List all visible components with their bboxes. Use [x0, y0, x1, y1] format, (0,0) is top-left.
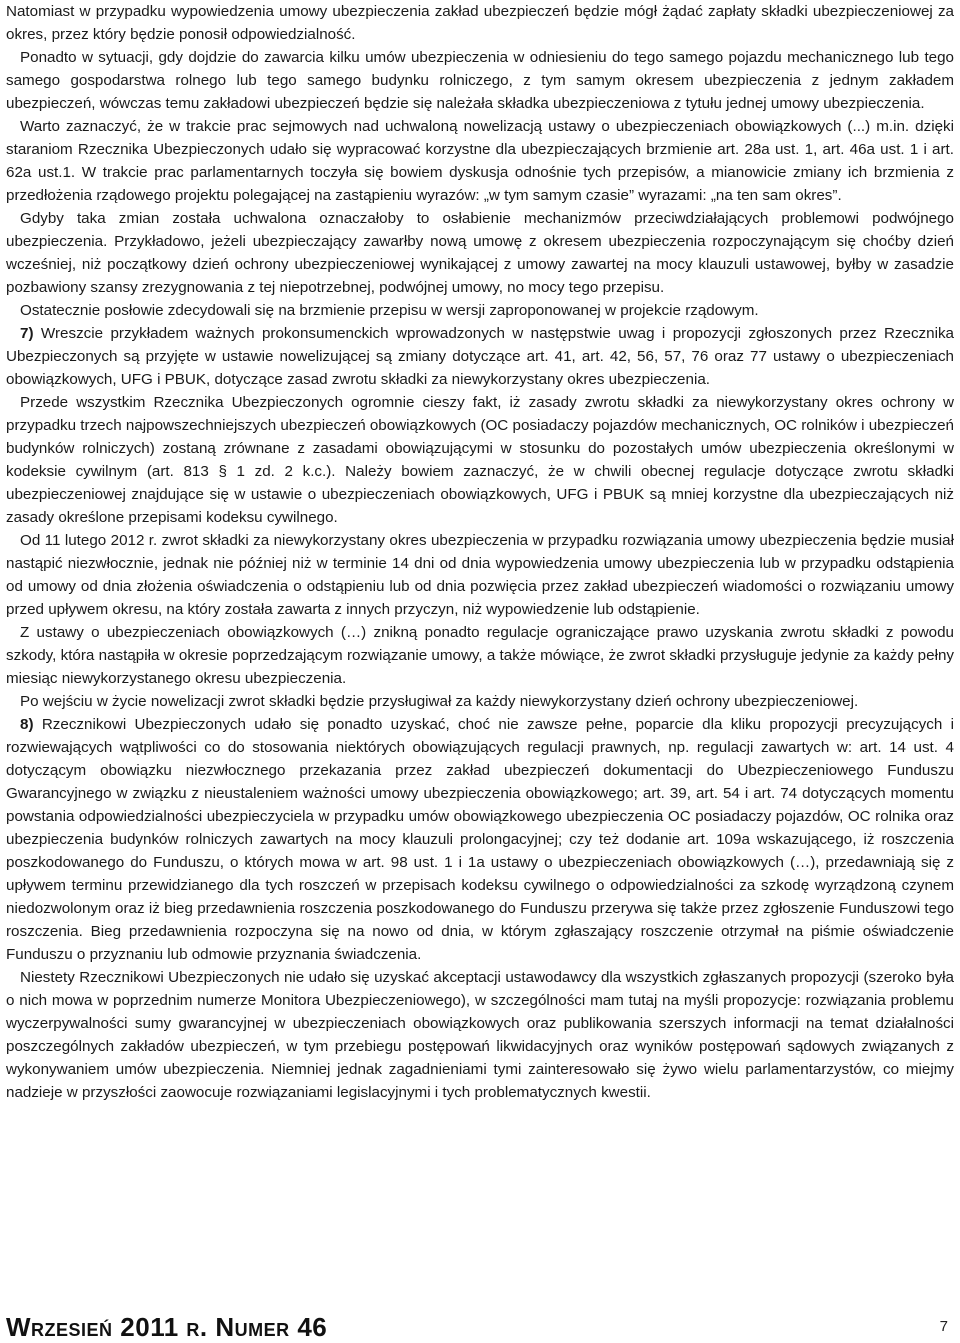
item-number: 7) — [20, 325, 34, 342]
paragraph — [6, 46, 954, 115]
page-number: 7 — [939, 1318, 948, 1335]
paragraph-text: Przede wszystkim Rzecznika Ubezpieczonych ogromnie cieszy fakt, iż zasady zwrotu składki za niewykorzystany okres ochrony w przypadku trzech najpowszechniejszych ubezpieczeń obowiązkowych (OC posiadaczy pojazdów mechanicznych, OC rolników i ubezpieczeń budynków rolniczych) zostaną zrównane z zasadami obowiązującymi w stosunku do pozostałych umów ubezpieczenia określonymi w kodeksie cywilnym (art. 813 § 1 zd. 2 k.c.). Należy bowiem zaznaczyć, że w chwili obecnej regulacje dotyczące zwrotu składki ubezpieczeniowej znajdujące się w ustawie o ubezpieczeniach obowiązkowych, UFG i PBUK są mniej korzystne dla ubezpieczających niż zasady określone przepisami kodeksu cywilnego. — [6, 394, 955, 526]
paragraph — [6, 713, 954, 966]
paragraph — [6, 0, 954, 46]
paragraph-text: Od 11 lutego 2012 r. zwrot składki za niewykorzystany okres ubezpieczenia w przypadku rozwiązania umowy ubezpieczenia będzie musiał nastąpić niezwłocznie, jednak nie później niż w terminie 14 dni od dnia wypowiedzenia umowy ubezpieczenia lub w przypadku odstąpienia od umowy od dnia złożenia oświadczenia o odstąpieniu lub od dnia pozwięcia przez zakład ubezpieczeń wiadomości o rozwiązaniu umowy przed upływem okresu, na który została zawarta z innych przyczyn, niż wypowiedzenie lub odstąpienie. — [6, 532, 954, 618]
paragraph-text: Rzecznikowi Ubezpieczonych udało się ponadto uzyskać, choć nie zawsze pełne, poparcie dla kliku propozycji precyzujących i rozwiewających wątpliwości co do stosowania niektórych obowiązujących regulacji prawnych, np. regulacji zawartych w: art. 14 ust. 4 dotyczącym obowiązku niezwłocznego przekazania przez zakład ubezpieczeń dokumentacji do Ubezpieczeniowego Funduszu Gwarancyjnego w związku z nieustaleniem ważności umowy ubezpieczenia obowiązkowego; art. 39, art. 54 i art. 74 dotyczących momentu powstania odpowiedzialności ubezpieczyciela w przypadku umów obowiązkowego ubezpieczenia OC posiadaczy pojazdów, OC rolnika oraz ubezpieczenia budynków rolniczych zawartych na mocy klauzuli prolongacyjnej; czy też dodanie art. 109a wskazującego, iż roszczenia poszkodowanego do Funduszu, o których mowa w art. 98 ust. 1 i 1a ustawy o ubezpieczeniach obowiązkowych (…), przedawniają się z upływem terminu przewidzianego dla tych roszczeń w przepisach kodeksu cywilnego o odpowiedzialności za szkodę wyrządzoną czynem niedozwolonym oraz iż bieg przedawnienia roszczenia poszkodowanego do Funduszu przerywa się także przez zgłoszenie Funduszowi tego roszczenia. Bieg przedawnienia rozpoczyna się na nowo od dnia, w którym zgłaszający roszczenie otrzymał na piśmie oświadczenie Funduszu o przyznaniu lub odmowie przyznania świadczenia. — [6, 716, 954, 963]
paragraph — [6, 391, 954, 529]
article-body — [6, 0, 954, 1104]
paragraph — [6, 207, 954, 299]
paragraph-text: Po wejściu w życie nowelizacji zwrot składki będzie przysługiwał za każdy niewykorzystany dzień ochrony ubezpieczeniowej. — [20, 693, 859, 710]
issue-footer-title: Wrzesień 2011 r. Numer 46 — [6, 1312, 328, 1342]
paragraph-text: Z ustawy o ubezpieczeniach obowiązkowych (…) znikną ponadto regulacje ograniczające prawo uzyskania zwrotu składki z powodu szkody, która nastąpiła w okresie poprzedzającym rozwiązanie umowy, a także mówiące, że zwrot składki przysługuje jedynie za każdy pełny miesiąc niewykorzystanego okresu ubezpieczenia. — [6, 624, 954, 687]
paragraph-text: Warto zaznaczyć, że w trakcie prac sejmowych nad uchwaloną nowelizacją ustawy o ubezpieczeniach obowiązkowych (...) m.in. dzięki staraniom Rzecznika Ubezpieczonych udało się wypracować korzystne dla ubezpieczających brzmienie art. 28a ust. 1, art. 46a ust. 1 i art. 62a ust.1. W trakcie prac parlamentarnych toczyła się bowiem dyskusja odnośnie tych przepisów, a mianowicie zmiany ich brzmienia z przedłożenia rządowego projektu polegającej na zastąpieniu wyrazów: „w tym samym czasie” wyrazami: „na ten sam okres”. — [6, 118, 954, 204]
paragraph-text: Ponadto w sytuacji, gdy dojdzie do zawarcia kilku umów ubezpieczenia w odniesieniu do tego samego pojazdu mechanicznego lub tego samego gospodarstwa rolnego lub tego samego budynku rolniczego, z tym samym okresem ubezpieczenia z jednym zakładem ubezpieczeń, wówczas temu zakładowi ubezpieczeń będzie się należała składka ubezpieczeniowa z tytułu jednej umowy ubezpieczenia. — [6, 49, 954, 112]
paragraph — [6, 115, 954, 207]
paragraph — [6, 966, 954, 1104]
item-number: 8) — [20, 716, 34, 733]
paragraph-text: Gdyby taka zmian została uchwalona oznaczałoby to osłabienie mechanizmów przeciwdziałających problemowi podwójnego ubezpieczenia. Przykładowo, jeżeli ubezpieczający zawarłby nową umowę z okresem ubezpieczenia rozpoczynającym się choćby dzień wcześniej, niż początkowy dzień ochrony ubezpieczeniowej wynikającej z umowy zawartej na mocy klauzuli ustawowej, byłby w zasadzie pozbawiony szansy zrezygnowania z tej niepotrzebnej, podwójnej umowy, no mocy tego przepisu. — [6, 210, 954, 296]
paragraph — [6, 322, 954, 391]
paragraph-text: Natomiast w przypadku wypowiedzenia umowy ubezpieczenia zakład ubezpieczeń będzie mógł żądać zapłaty składki ubezpieczeniowej za okres, przez który będzie ponosił odpowiedzialność. — [6, 3, 954, 43]
paragraph — [6, 529, 954, 621]
paragraph — [6, 621, 954, 690]
paragraph-text: Wreszcie przykładem ważnych prokonsumenckich wprowadzonych w następstwie uwag i propozycji zgłoszonych przez Rzecznika Ubezpieczonych są przyjęte w ustawie nowelizującej są zmiany dotyczące art. 41, art. 42, 56, 57, 76 oraz 77 ustawy o ubezpieczeniach obowiązkowych, UFG i PBUK, dotyczące zasad zwrotu składki za niewykorzystany okres ubezpieczenia. — [6, 325, 954, 388]
paragraph-text: Ostatecznie posłowie zdecydowali się na brzmienie przepisu w wersji zaproponowanej w projekcie rządowym. — [20, 302, 759, 319]
paragraph-text: Niestety Rzecznikowi Ubezpieczonych nie udało się uzyskać akceptacji ustawodawcy dla wszystkich zgłaszanych propozycji (szeroko była o nich mowa w poprzednim numerze Monitora Ubezpieczeniowego), w szczególności mam tutaj na myśli propozycje: rozwiązania problemu wyczerpywalności sumy gwarancyjnej w ubezpieczeniach obowiązkowych oraz publikowania szerszych informacji na temat działalności poszczególnych zakładów ubezpieczeń, w tym przebiegu postępowań likwidacyjnych oraz wyników postępowań sądowych związanych z wykonywaniem umów ubezpieczenia. Niemniej jednak zagadnieniami tymi zainteresowało się żywo wielu parlamentarzystów, co miejmy nadzieje w przyszłości zaowocuje rozwiązaniami legislacyjnymi i tych problematycznych kwestii. — [6, 969, 954, 1101]
paragraph — [6, 299, 954, 322]
paragraph — [6, 690, 954, 713]
